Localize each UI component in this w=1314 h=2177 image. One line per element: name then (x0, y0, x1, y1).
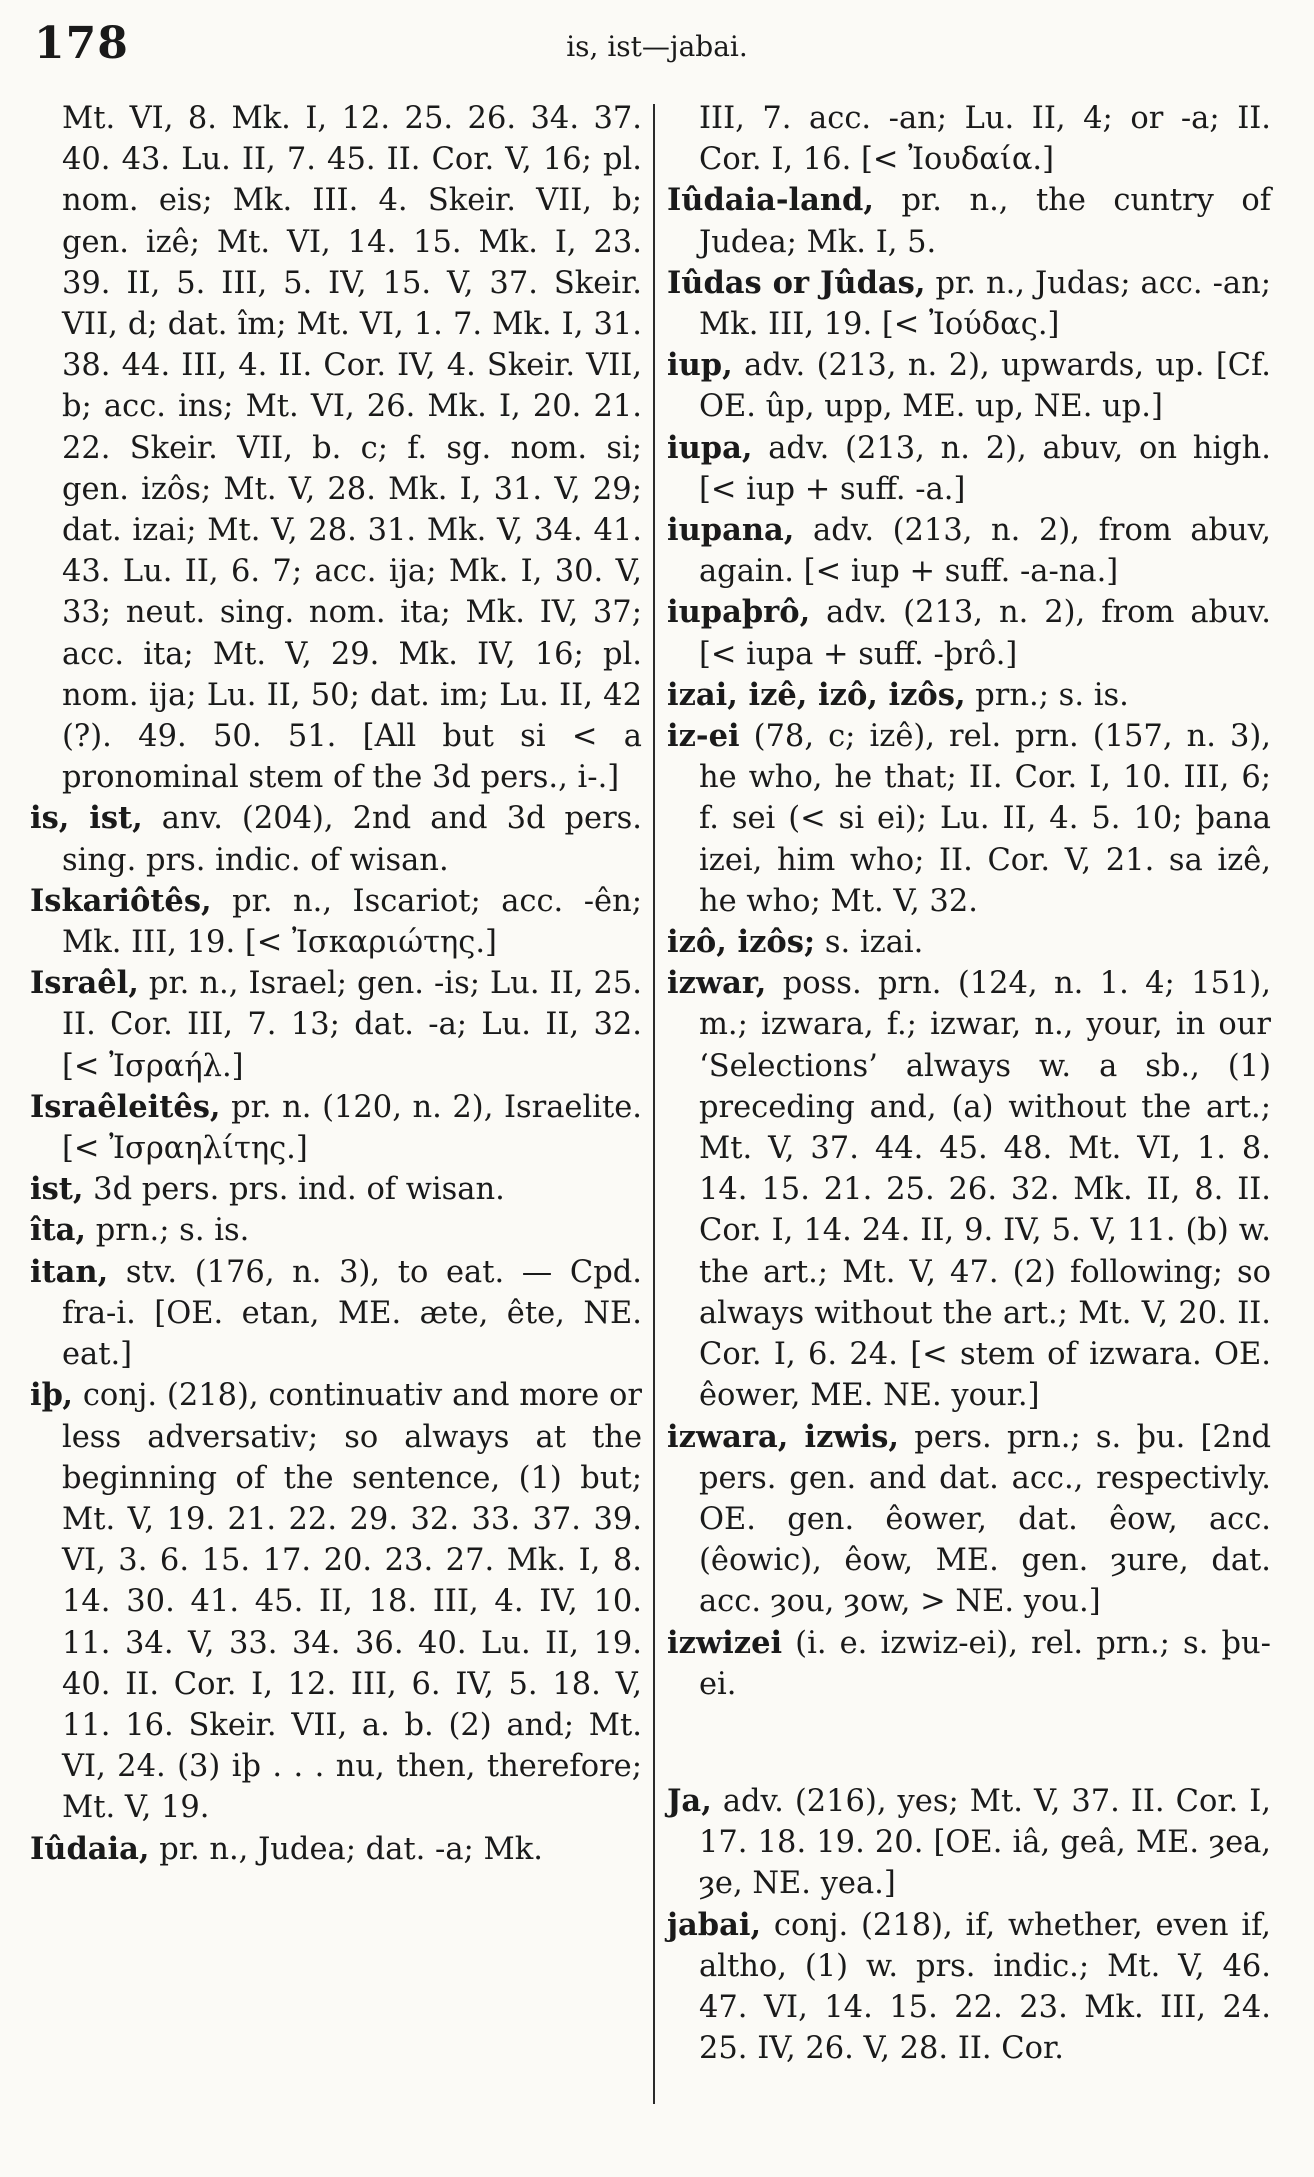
dictionary-entry (30, 1829, 642, 1870)
dictionary-entry (667, 263, 1271, 345)
entry-text: adv. (213, n. 2), abuv, on high. [< iup + suff. -a.] (699, 430, 1271, 507)
entry-headword: îta, (30, 1212, 87, 1249)
entry-text: anv. (204), 2nd and 3d pers. sing. prs. indic. of wisan. (62, 801, 642, 878)
entry-text: (i. e. izwiz-ei), rel. prn.; s. þu-ei. (699, 1625, 1271, 1702)
entry-headword: iupa, (667, 429, 753, 466)
entry-headword: izô, izôs; (667, 924, 816, 961)
entry-headword: Israêleitês, (30, 1088, 221, 1125)
entry-headword: Israêl, (30, 965, 139, 1002)
dictionary-entry (667, 345, 1271, 427)
entry-headword: izwara, izwis, (667, 1418, 900, 1455)
entry-headword: izwizei (667, 1624, 783, 1661)
entry-text: (78, c; izê), rel. prn. (157, n. 3), he who, he that; II. Cor. I, 10. III, 6; f. sei (< si ei); Lu. II, 4. 5. 10; þana izei, him who; II. Cor. V, 21. sa izê, he who; Mt. V, 32. (699, 719, 1271, 919)
dictionary-entry (667, 592, 1271, 674)
dictionary-entry (30, 963, 642, 1087)
dictionary-entry (667, 180, 1271, 262)
entry-continuation (30, 98, 642, 798)
column-divider (653, 104, 655, 2104)
page-number: 178 (34, 18, 129, 69)
entry-text: prn.; s. is. (86, 1213, 250, 1249)
dictionary-entry (30, 1087, 642, 1169)
running-head: is, ist—jabai. (566, 30, 748, 63)
entry-text: adv. (216), yes; Mt. V, 37. II. Cor. I, 17. 18. 19. 20. [OE. iâ, geâ, ME. ȝea, ȝe, NE. yea.] (699, 1783, 1271, 1902)
dictionary-entry (667, 428, 1271, 510)
entry-text: pr. n., Iscariot; acc. -ên; Mk. III, 19. [< Ἰσκαριώτης.] (62, 883, 642, 961)
entry-text: pr. n., Judea; dat. -a; Mk. (149, 1831, 543, 1867)
entry-continuation (667, 98, 1271, 180)
entry-headword: iþ, (30, 1377, 73, 1414)
dictionary-entry (30, 1375, 642, 1828)
entry-headword: itan, (30, 1253, 109, 1290)
entry-text: pers. prn.; s. þu. [2nd pers. gen. and dat. acc., respectivly. OE. gen. êower, dat. êow, acc. (êowic), êow, ME. gen. ȝure, dat. acc. ȝou, ȝow, > NE. you.] (699, 1419, 1271, 1620)
entry-headword: ist, (30, 1171, 84, 1208)
dictionary-entry (667, 510, 1271, 592)
entry-headword: Ja, (667, 1782, 712, 1819)
letter-section-gap (667, 1705, 1271, 1781)
entry-headword: izai, izê, izô, izôs, (667, 676, 966, 713)
entry-headword: is, ist, (30, 800, 143, 837)
entry-text: pr. n. (120, n. 2), Israelite. [< Ἰσραηλίτης.] (62, 1089, 642, 1167)
entry-text: adv. (213, n. 2), upwards, up. [Cf. OE. ûp, upp, ME. up, NE. up.] (699, 348, 1271, 425)
entry-headword: iup, (667, 347, 733, 384)
entry-text: conj. (218), continuativ and more or less adversativ; so always at the beginning of the sentence, (1) but; Mt. V, 19. 21. 22. 29. 32. 33. 37. 39. VI, 3. 6. 15. 17. 20. 23. 27. Mk. I, 8. 14. 30. 41. 45. II, 18. III, 4. IV, 10. 11. 34. V, 33. 34. 36. 40. Lu. II, 19. 40. II. Cor. I, 12. III, 6. IV, 5. 18. V, 11. 16. Skeir. VII, a. b. (2) and; Mt. VI, 24. (3) iþ . . . nu, then, therefore; Mt. V, 19. (62, 1378, 642, 1826)
dictionary-entry (30, 1252, 642, 1376)
dictionary-entry (30, 798, 642, 880)
page-header (34, 18, 1280, 78)
left-column (30, 98, 642, 1870)
entry-headword: Iûdaia, (30, 1830, 150, 1867)
entry-text: prn.; s. is. (965, 677, 1129, 713)
dictionary-entry (667, 1905, 1271, 2070)
dictionary-entry (667, 922, 1271, 963)
entry-headword: iupana, (667, 512, 795, 549)
entry-headword: jabai, (667, 1906, 762, 1943)
entry-text: s. izai. (815, 925, 924, 961)
entry-headword: iz-ei (667, 718, 740, 755)
dictionary-entry (667, 963, 1271, 1416)
dictionary-entry (667, 1623, 1271, 1705)
dictionary-entry (30, 1210, 642, 1251)
dictionary-entry (667, 1781, 1271, 1905)
entry-headword: Iûdaia-land, (667, 182, 875, 219)
right-column (667, 98, 1271, 2069)
entry-text: 3d pers. prs. ind. of wisan. (83, 1172, 505, 1208)
entry-text: conj. (218), if, whether, even if, altho, (1) w. prs. indic.; Mt. V, 46. 47. VI, 14. 15. 22. 23. Mk. III, 24. 25. IV, 26. V, 28. II. Cor. (699, 1907, 1271, 2067)
entry-headword: iupaþrô, (667, 594, 811, 631)
entry-text: stv. (176, n. 3), to eat. — Cpd. fra-i. [OE. etan, ME. æte, ête, NE. eat.] (62, 1254, 642, 1373)
entry-text: pr. n., Israel; gen. -is; Lu. II, 25. II. Cor. III, 7. 13; dat. -a; Lu. II, 32. [< Ἰσραήλ.] (62, 966, 642, 1084)
entry-text: pr. n., the cuntry of Judea; Mk. I, 5. (699, 183, 1271, 260)
dictionary-entry (667, 675, 1271, 716)
dictionary-entry (667, 1417, 1271, 1623)
entry-text: adv. (213, n. 2), from abuv. [< iupa + suff. -þrô.] (699, 595, 1271, 672)
dictionary-entry (30, 881, 642, 963)
entry-text: III, 7. acc. -an; Lu. II, 4; or -a; II. Cor. I, 16. [< Ἰουδαία.] (699, 101, 1271, 178)
entry-text: pr. n., Judas; acc. -an; Mk. III, 19. [< Ἰούδας.] (699, 265, 1271, 343)
entry-text: Mt. VI, 8. Mk. I, 12. 25. 26. 34. 37. 40. 43. Lu. II, 7. 45. II. Cor. V, 16; pl. nom. eis; Mk. III. 4. Skeir. VII, b; gen. izê; Mt. VI, 14. 15. Mk. I, 23. 39. II, 5. III, 5. IV, 15. V, 37. Skeir. VII, d; dat. îm; Mt. VI, 1. 7. Mk. I, 31. 38. 44. III, 4. II. Cor. IV, 4. Skeir. VII, b; acc. ins; Mt. VI, 26. Mk. I, 20. 21. 22. Skeir. VII, b. c; f. sg. nom. si; gen. izôs; Mt. V, 28. Mk. I, 31. V, 29; dat. izai; Mt. V, 28. 31. Mk. V, 34. 41. 43. Lu. II, 6. 7; acc. ija; Mk. I, 30. V, 33; neut. sing. nom. ita; Mk. IV, 37; acc. ita; Mt. V, 29. Mk. IV, 16; pl. nom. ija; Lu. II, 50; dat. im; Lu. II, 42 (?). 49. 50. 51. [All but si < a pronominal stem of the 3d pers., i-.] (62, 101, 642, 796)
dictionary-entry (667, 716, 1271, 922)
dictionary-entry (30, 1169, 642, 1210)
entry-headword: izwar, (667, 965, 767, 1002)
entry-text: adv. (213, n. 2), from abuv, again. [< iup + suff. -a-na.] (699, 513, 1271, 590)
entry-headword: Iskariôtês, (30, 882, 212, 919)
entry-headword: Iûdas or Jûdas, (667, 264, 926, 301)
entry-text: poss. prn. (124, n. 1. 4; 151), m.; izwara, f.; izwar, n., your, in our ‘Selections’ always w. a sb., (1) preceding and, (a) without the art.; Mt. V, 37. 44. 45. 48. Mt. VI, 1. 8. 14. 15. 21. 25. 26. 32. Mk. II, 8. II. Cor. I, 14. 24. II, 9. IV, 5. V, 11. (b) w. the art.; Mt. V, 47. (2) following; so always without the art.; Mt. V, 20. II. Cor. I, 6. 24. [< stem of izwara. OE. êower, ME. NE. your.] (699, 966, 1271, 1414)
